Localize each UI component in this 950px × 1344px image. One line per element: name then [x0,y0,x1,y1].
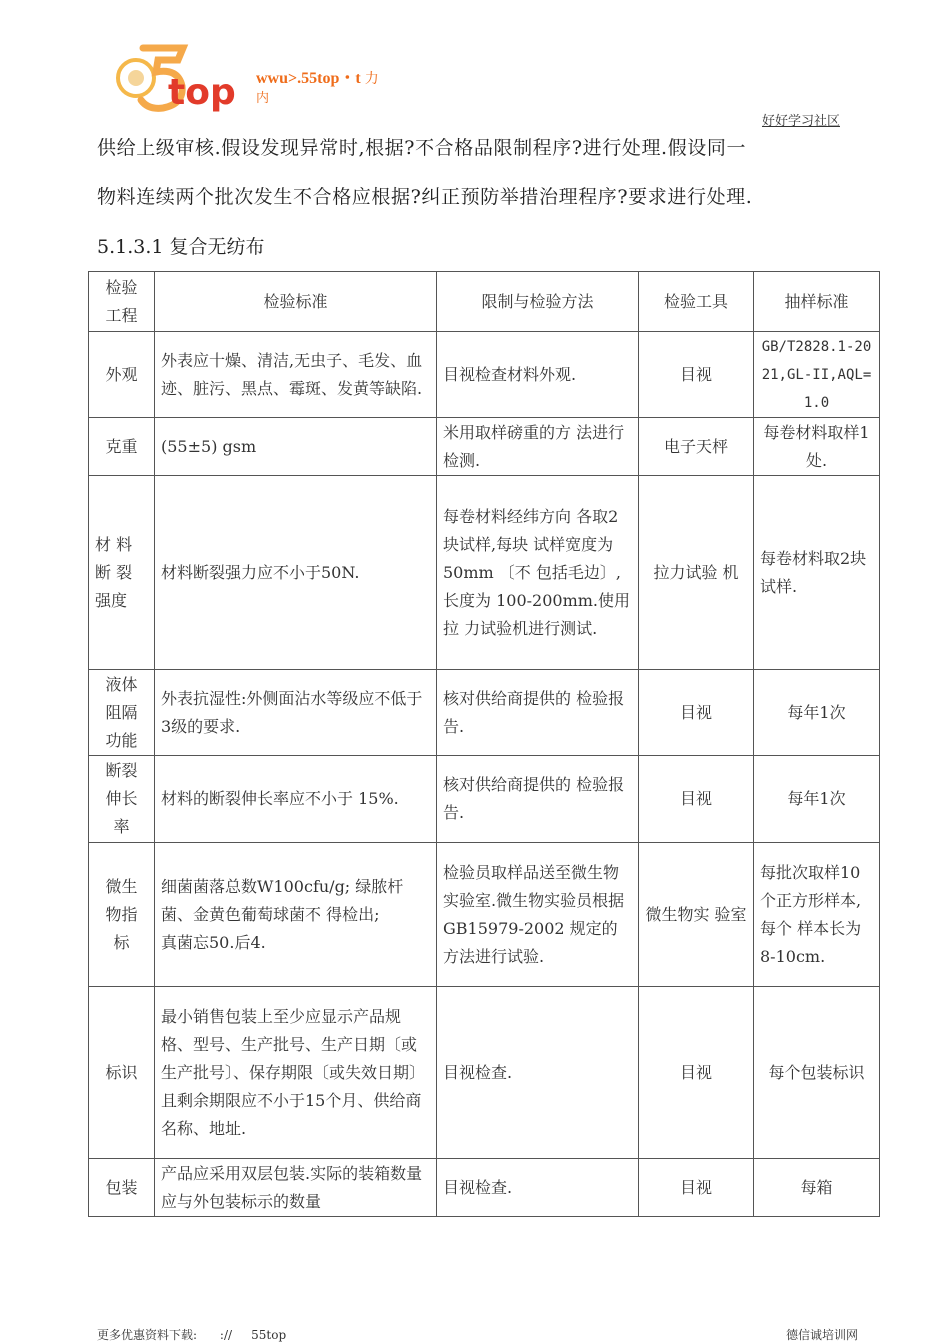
cell-method: 核对供给商提供的 检验报告. [437,756,639,843]
cell-item: 断裂 伸长 率 [89,756,155,843]
table-row [89,476,880,670]
inspection-table [88,271,880,1217]
cell-tool: 目视 [639,332,754,418]
cell-standard: 最小销售包装上至少应显示产品规格、型号、生产批号、生产日期〔或生产批号〕、保存期限〔或失效日期〕且剩余期限应不小于15个月、供给商名称、地址. [155,987,437,1159]
table-row [89,756,880,843]
cell-method: 检验员取样品送至微生物实验室.微生物实验员根据 GB15979-2002 规定的方法进行试验. [437,843,639,987]
cell-sampling: 每批次取样10个正方形样本,每个 样本长为 8-10cm. [754,843,880,987]
footer-site-name: 德信诚培训网 [785,1328,858,1342]
cell-standard: 细菌菌落总数W100cfu/g; 绿脓杆菌、金黄色葡萄球菌不 得检出; 真菌忘50.后4. [155,843,437,987]
table-row [89,418,880,476]
logo-url[interactable]: wwu>.55top・t 力 内 [256,70,379,105]
cell-item: 微生 物指 标 [89,843,155,987]
cell-sampling: 每个包装标识 [754,987,880,1159]
cell-standard: 外表抗湿性:外侧面沾水等级应不低于3级的要求. [155,670,437,756]
cell-tool: 目视 [639,670,754,756]
cell-method: 核对供给商提供的 检验报告. [437,670,639,756]
table-row [89,332,880,418]
header-method: 限制与检验方法 [437,272,639,332]
cell-tool: 微生物实 验室 [639,843,754,987]
logo-graphic [108,38,258,118]
table-header-row [89,272,880,332]
header-item: 检验 工程 [89,272,155,332]
cell-sampling: 每年1次 [754,756,880,843]
cell-sampling: 每卷材料取2块试样. [754,476,880,670]
cell-item: 液体 阻隔 功能 [89,670,155,756]
cell-tool: 目视 [639,756,754,843]
cell-method: 目视检查. [437,987,639,1159]
table-row [89,670,880,756]
cell-sampling: 每箱 [754,1159,880,1217]
table-row [89,1159,880,1217]
cell-item: 克重 [89,418,155,476]
body-line-2: 物料连续两个批次发生不合格应根据?纠正预防举措治理程序?要求进行处理. [97,186,753,208]
logo-wordmark: top [168,72,236,113]
cell-tool: 目视 [639,1159,754,1217]
header-link[interactable]: 好好学习社区 [761,114,840,129]
cell-tool: 电子天枰 [639,418,754,476]
body-line-1: 供给上级审核.假设发现异常时,根据?不合格品限制程序?进行处理.假设同一 [97,137,747,159]
cell-item: 标识 [89,987,155,1159]
cell-method: 每卷材料经纬方向 各取2块试样,每块 试样宽度为50mm 〔不 包括毛边〕,长度为 100-200mm.使用拉 力试验机进行测试. [437,476,639,670]
cell-standard: (55±5) gsm [155,418,437,476]
table-row [89,843,880,987]
site-logo [108,38,258,118]
cell-standard: 材料的断裂伸长率应不小于 15%. [155,756,437,843]
cell-standard: 材料断裂强力应不小于50N. [155,476,437,670]
cell-item: 材 料 断 裂 强度 [89,476,155,670]
cell-sampling: 每卷材料取样1处. [754,418,880,476]
cell-method: 目视检查材料外观. [437,332,639,418]
cell-item: 外观 [89,332,155,418]
header-standard: 检验标准 [155,272,437,332]
header-tool: 检验工具 [639,272,754,332]
cell-method: 目视检查. [437,1159,639,1217]
cell-tool: 拉力试验 机 [639,476,754,670]
table-row [89,987,880,1159]
cell-standard: 外表应十燥、清洁,无虫子、毛发、血迹、脏污、黑点、霉斑、发黄等缺陷. [155,332,437,418]
section-title: 5.1.3.1 复合无纺布 [97,236,265,258]
cell-sampling: GB/T2828.1-2021,GL-II,AQL=1.0 [754,332,880,418]
cell-standard: 产品应采用双层包装.实际的装箱数量应与外包装标示的数量 [155,1159,437,1217]
cell-sampling: 每年1次 [754,670,880,756]
footer-download-link[interactable]: 更多优惠资料下载: :// 55top [97,1328,287,1342]
cell-method: 米用取样磅重的方 法进行检测. [437,418,639,476]
cell-item: 包装 [89,1159,155,1217]
cell-tool: 目视 [639,987,754,1159]
header-sampling: 抽样标准 [754,272,880,332]
